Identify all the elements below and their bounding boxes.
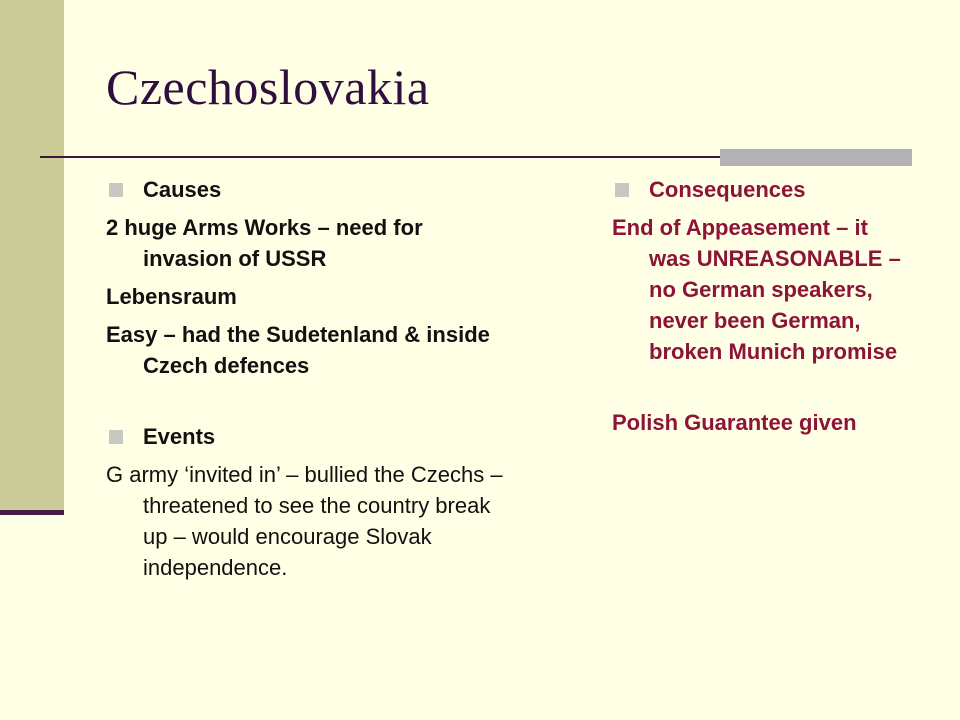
side-bar-accent-line: [0, 510, 64, 515]
square-bullet-icon: [615, 183, 629, 197]
consequence-item: End of Appeasement – it was UNREASONABLE – no German speakers, never been German, broken Munich promise: [612, 215, 901, 364]
consequences-heading: Consequences: [649, 177, 806, 202]
cause-item: Easy – had the Sudetenland & inside Czech defences: [106, 322, 490, 378]
title-divider-block: [720, 149, 912, 166]
consequences-heading-item: [612, 174, 912, 205]
spacer: [612, 374, 912, 407]
events-heading: Events: [143, 424, 216, 449]
left-column: [106, 174, 516, 590]
consequence-item: Polish Guarantee given: [612, 410, 857, 435]
events-heading-item: [106, 421, 516, 452]
causes-heading: Causes: [143, 177, 222, 202]
cause-item: 2 huge Arms Works – need for invasion of USSR: [106, 215, 423, 271]
event-item: G army ‘invited in’ – bullied the Czechs – threatened to see the country break up – would encourage Slovak independence.: [106, 462, 503, 580]
square-bullet-icon: [109, 183, 123, 197]
slide-title: Czechoslovakia: [106, 59, 430, 115]
square-bullet-icon: [109, 430, 123, 444]
spacer: [106, 388, 516, 421]
side-bar-decoration: [0, 0, 64, 512]
right-column: [612, 174, 912, 445]
causes-heading-item: [106, 174, 516, 205]
cause-item: Lebensraum: [106, 284, 237, 309]
